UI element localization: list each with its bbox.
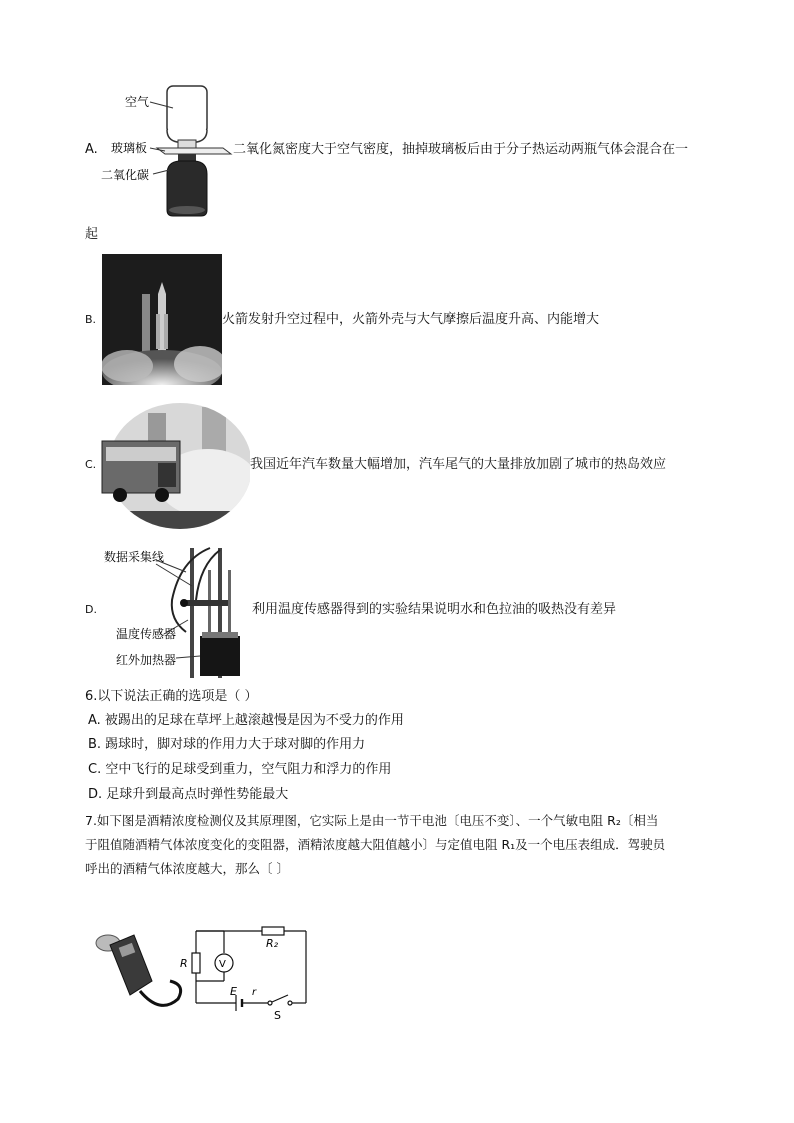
diffusion-bottles-figure	[95, 82, 235, 220]
label-temp-sensor: 温度传感器	[116, 627, 177, 641]
option-a-text-line2: 起	[85, 227, 99, 242]
label-r1: R	[180, 957, 188, 970]
option-c-text: 我国近年汽车数量大幅增加，汽车尾气的大量排放加剧了城市的热岛效应	[250, 457, 667, 472]
option-d-marker: D.	[85, 603, 97, 616]
option-a-text-line1: 二氧化氮密度大于空气密度，抽掉玻璃板后由于分子热运动两瓶气体会混合在一	[233, 142, 689, 157]
option-a-marker: A.	[85, 142, 98, 157]
option-b-marker: B.	[85, 313, 97, 326]
label-data-cable: 数据采集线	[104, 550, 165, 564]
q6-option-c: C. 空中飞行的足球受到重力，空气阻力和浮力的作用	[88, 762, 392, 777]
q6-option-b: B. 踢球时，脚对球的作用力大于球对脚的作用力	[88, 737, 366, 752]
breathalyzer-device-figure	[90, 925, 185, 1020]
option-d-text: 利用温度传感器得到的实验结果说明水和色拉油的吸热没有差异	[252, 602, 617, 617]
bus-exhaust-photo	[98, 403, 250, 529]
label-voltmeter: V	[219, 959, 226, 970]
label-air: 空气	[125, 95, 150, 109]
circuit-diagram	[180, 925, 310, 1020]
label-internal-r: r	[252, 987, 257, 998]
temperature-sensor-setup-figure	[100, 540, 250, 680]
label-r2: R₂	[266, 937, 279, 950]
label-ir-heater: 红外加热器	[116, 653, 177, 667]
rocket-launch-photo	[102, 254, 222, 385]
q7-stem-line1: 7.如下图是酒精浓度检测仪及其原理图，它实际上是由一节干电池〔电压不变〕、一个气敏电阻 R₂〔相当	[85, 813, 659, 828]
q7-stem-line3: 呼出的酒精气体浓度越大，那么〔 〕	[85, 861, 289, 876]
q6-option-d: D. 足球升到最高点时弹性势能最大	[88, 787, 289, 802]
q7-stem-line2: 于阻值随酒精气体浓度变化的变阻器，酒精浓度越大阻值越小〕与定值电阻 R₁及一个电压表组成．驾驶员	[85, 837, 666, 852]
q6-option-a: A. 被踢出的足球在草坪上越滚越慢是因为不受力的作用	[88, 713, 404, 728]
label-emf: E	[230, 985, 237, 998]
label-switch: S	[274, 1009, 281, 1020]
label-no2: 二氧化碳	[101, 168, 150, 182]
label-glass-plate: 玻璃板	[111, 141, 148, 155]
q6-stem: 6.以下说法正确的选项是（ ）	[85, 689, 258, 704]
option-b-text: 火箭发射升空过程中，火箭外壳与大气摩擦后温度升高、内能增大	[222, 312, 600, 327]
option-c-marker: C.	[85, 458, 97, 471]
